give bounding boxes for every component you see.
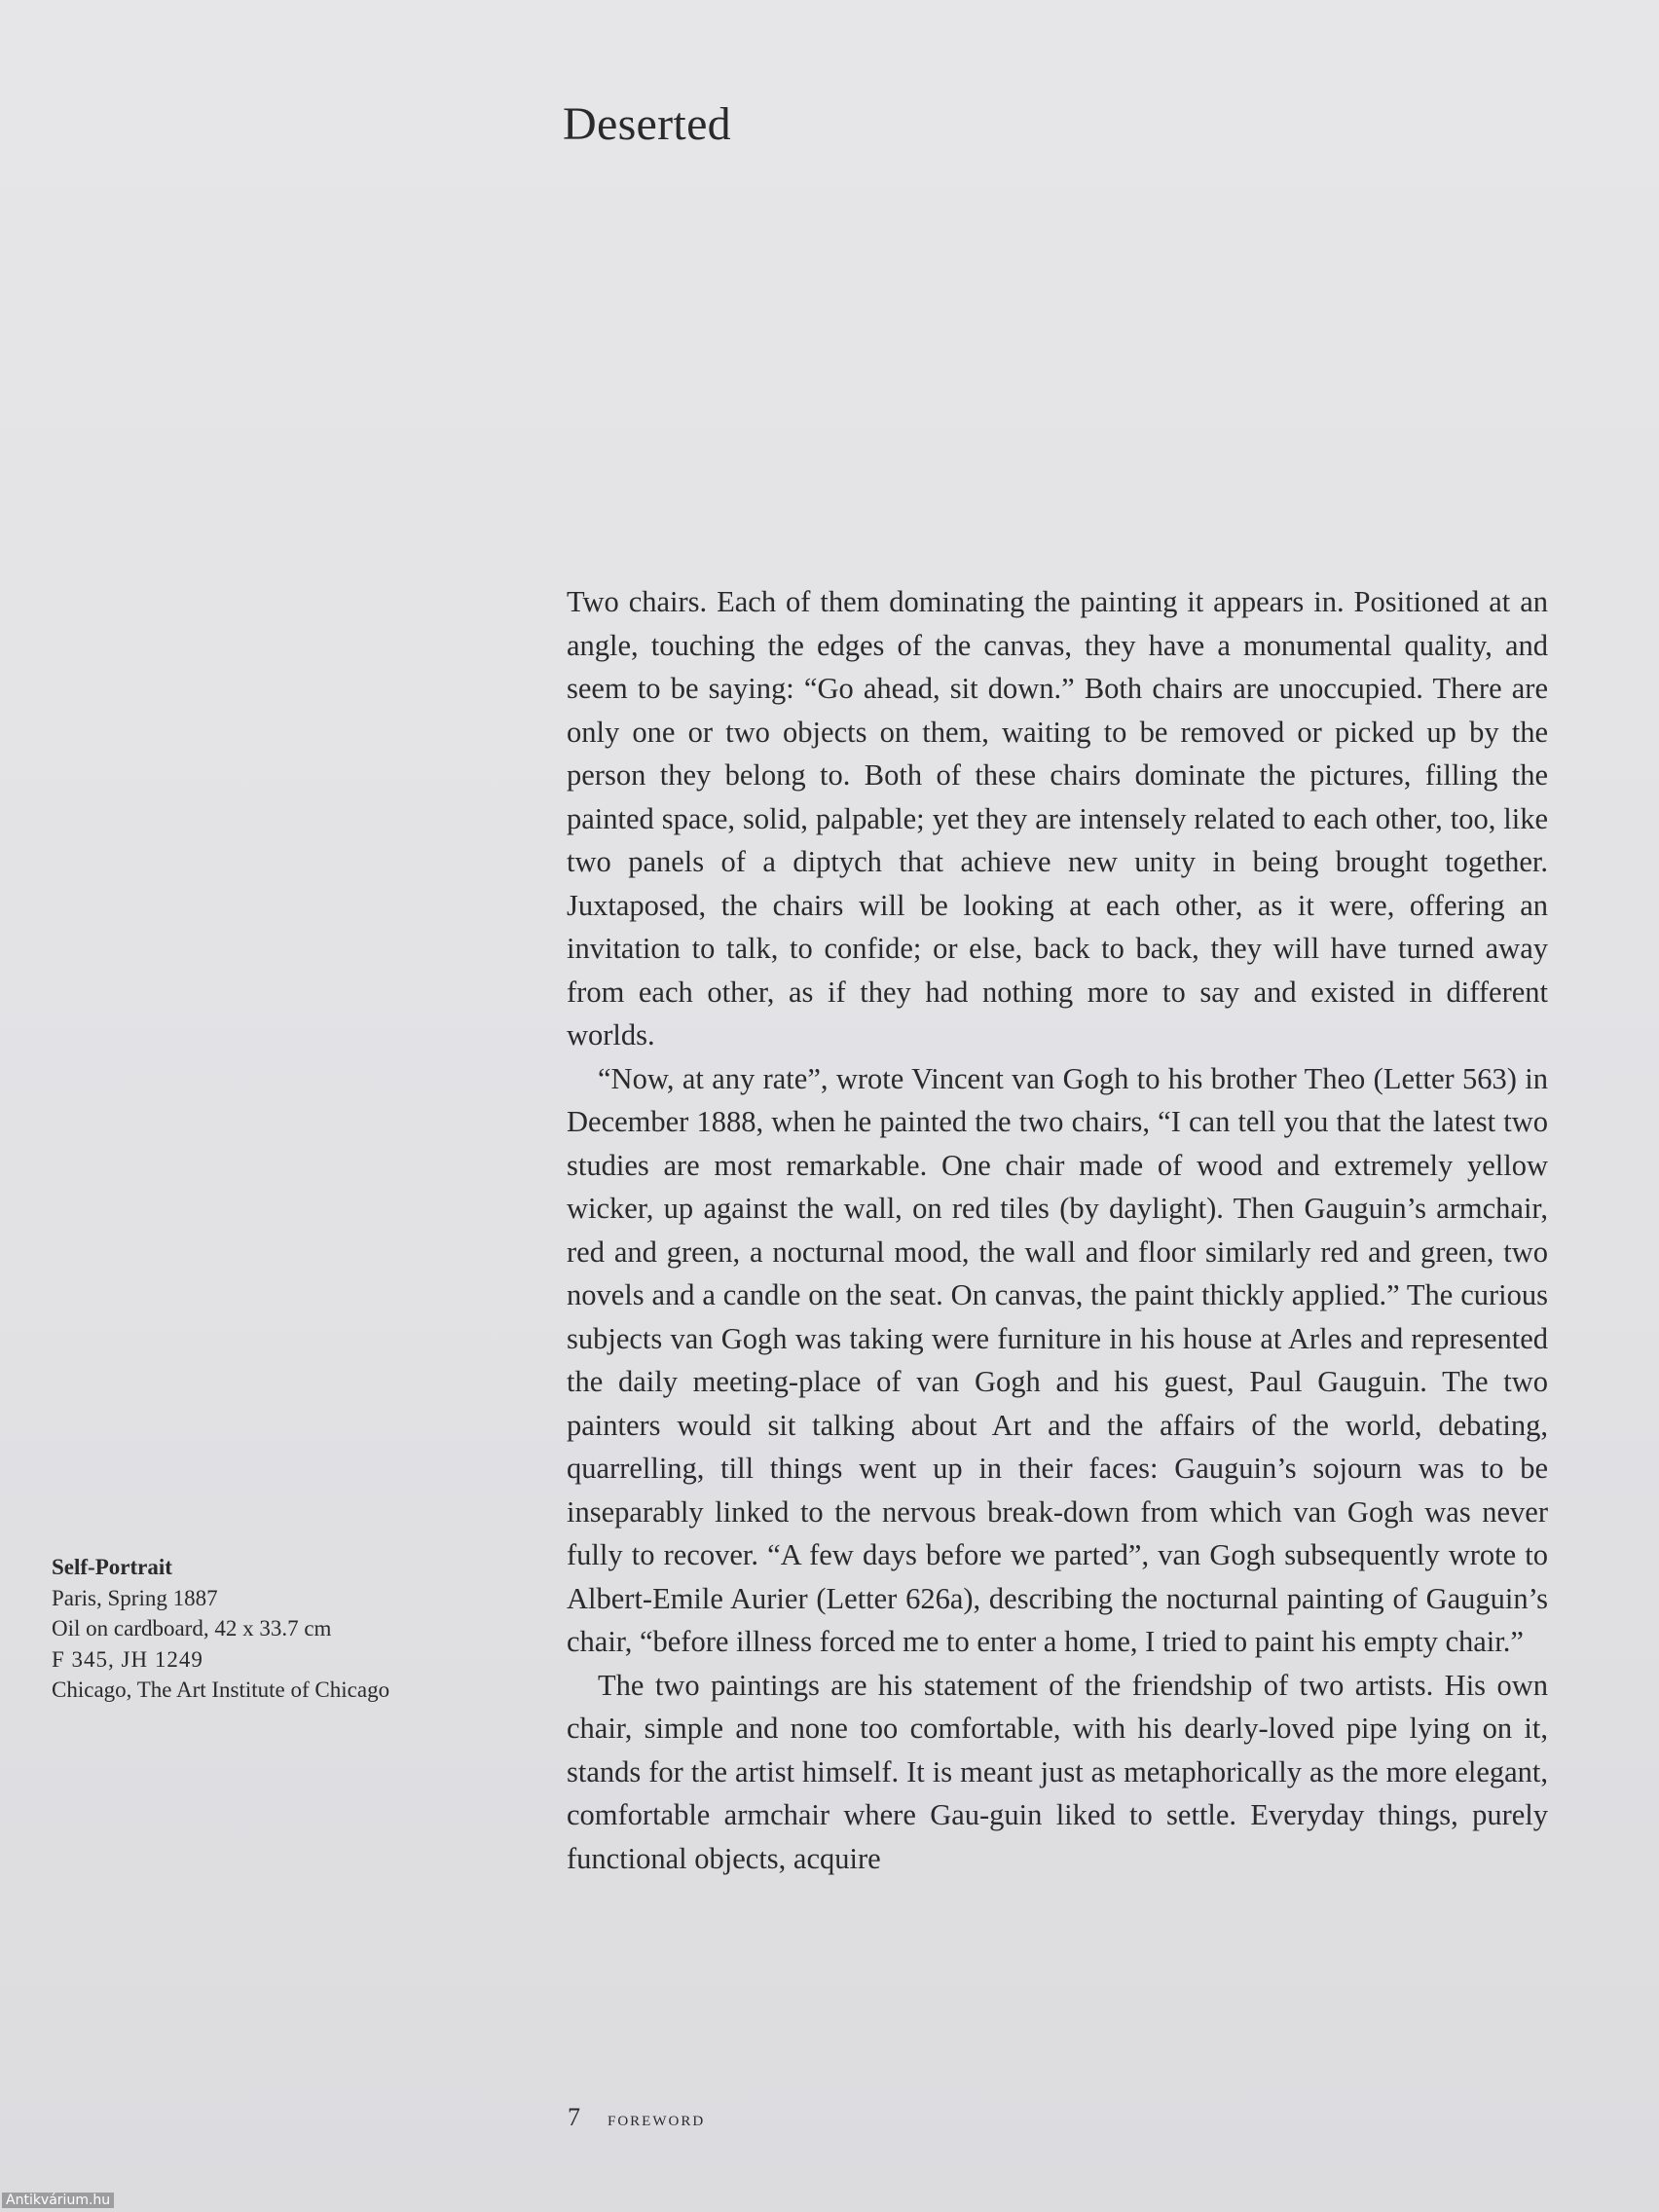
- page-footer: [568, 2103, 705, 2132]
- caption-place-date: Paris, Spring 1887: [52, 1585, 218, 1610]
- caption-medium: Oil on cardboard, 42 x 33.7 cm: [52, 1616, 332, 1641]
- chapter-title: Deserted: [563, 98, 731, 150]
- page-number: 7: [568, 2103, 580, 2131]
- paragraph-3: The two paintings are his statement of the friendship of two artists. His own chair, simple and none too comfortable, with his dearly-loved pipe lying on it, stands for the artist himself. It is meant just as metaphorically as the more elegant, comfortable armchair where Gau-guin liked to settle. Everyday things, purely functional objects, acquire: [567, 1668, 1548, 1875]
- caption-catalogue: F 345, JH 1249: [52, 1646, 203, 1672]
- caption-collection: Chicago, The Art Institute of Chicago: [52, 1677, 390, 1702]
- body-text: [567, 580, 1548, 1880]
- artwork-caption: [52, 1552, 499, 1706]
- caption-title: Self-Portrait: [52, 1555, 172, 1579]
- paragraph-1: Two chairs. Each of them dominating the painting it appears in. Positioned at an angle, touching the edges of the canvas, they have a monumental quality, and seem to be saying: “Go ahead, sit down.” Both chairs are unoccupied. There are only one or two objects on them, waiting to be removed or picked up by the person they belong to. Both of these chairs dominate the pictures, filling the painted space, solid, palpable; yet they are intensely related to each other, too, like two panels of a diptych that achieve new unity in being brought together. Juxtaposed, the chairs will be looking at each other, as it were, offering an invitation to talk, to confide; or else, back to back, they will have turned away from each other, as if they had nothing more to say and existed in different worlds.: [567, 585, 1548, 1051]
- paragraph-2: “Now, at any rate”, wrote Vincent van Gogh to his brother Theo (Letter 563) in December 1888, when he painted the two chairs, “I can tell you that the latest two studies are most remarkable. One chair made of wood and extremely yellow wicker, up against the wall, on red tiles (by daylight). Then Gauguin’s armchair, red and green, a nocturnal mood, the wall and floor similarly red and green, two novels and a candle on the seat. On canvas, the paint thickly applied.” The curious subjects van Gogh was taking were furniture in his house at Arles and represented the daily meeting-place of van Gogh and his guest, Paul Gauguin. The two painters would sit talking about Art and the affairs of the world, debating, quarrelling, till things went up in their faces: Gauguin’s sojourn was to be inseparably linked to the nervous break-down from which van Gogh was never fully to recover. “A few days before we parted”, van Gogh subsequently wrote to Albert-Emile Aurier (Letter 626a), describing the nocturnal painting of Gauguin’s chair, “before illness forced me to enter a home, I tried to paint his empty chair.”: [567, 1061, 1548, 1658]
- watermark: Antikvárium.hu: [2, 2193, 114, 2208]
- section-name: foreword: [608, 2106, 706, 2130]
